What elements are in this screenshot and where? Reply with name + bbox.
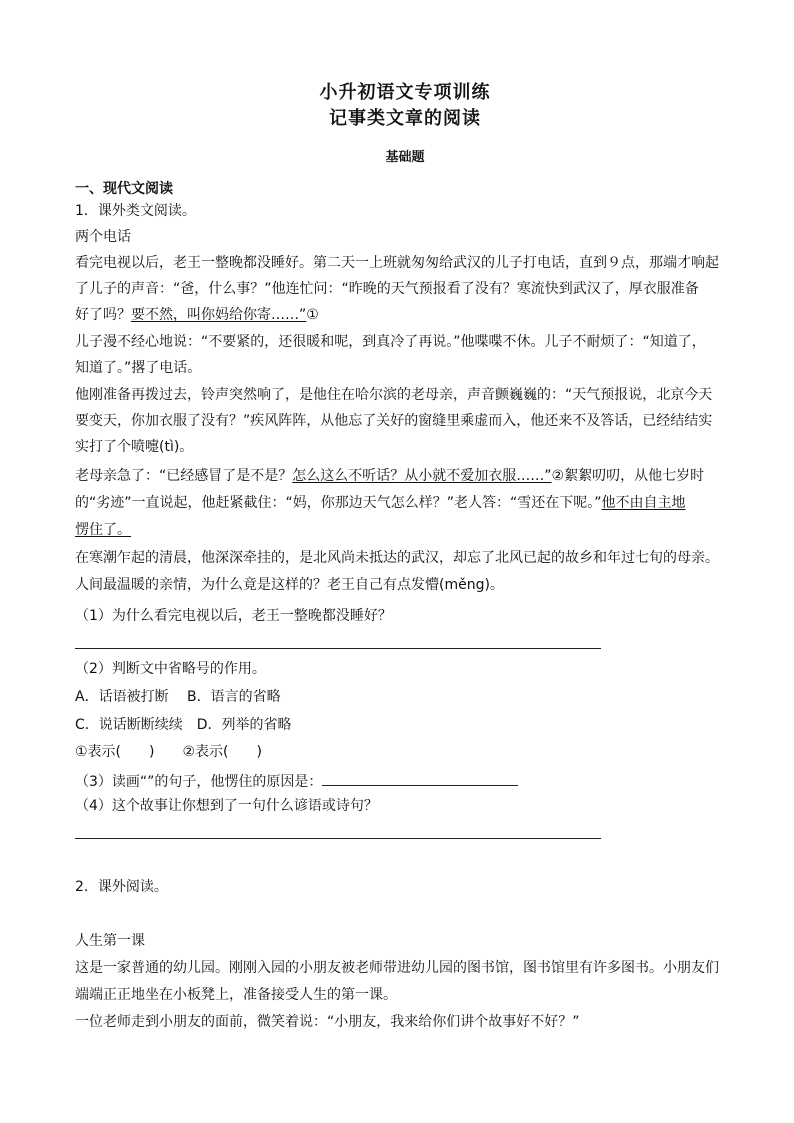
- story-2-title: 人生第一课: [75, 933, 145, 949]
- paragraph-4-line1: 老母亲急了：“已经感冒了是不是？怎么这么不听话？从小就不爱加衣服……”②絮絮叨叨，从他七岁时: [75, 468, 705, 484]
- option-a-b: A．话语被打断 B．语言的省略: [75, 689, 281, 705]
- paragraph-2-line2: 知道了。”撂了电话。: [75, 360, 202, 376]
- story-2-line3: 一位老师走到小朋友的面前，微笑着说：“小朋友，我来给你们讲个故事好不好？”: [75, 1014, 580, 1030]
- paragraph-4-line2: 的“劣迹”一直说起，他赶紧截住：“妈，你那边天气怎么样？”老人答：“雪还在下呢。”他不由自主地: [75, 495, 686, 511]
- question-1-2: （2）判断文中省略号的作用。: [75, 661, 266, 677]
- paragraph-5: 在寒潮乍起的清晨，他深深牵挂的，是北风尚未抵达的武汉，却忘了北风已起的故乡和年过七旬的母亲。: [75, 550, 719, 566]
- answer-blank-3[interactable]: [322, 771, 518, 786]
- question-1-2-answer: ①表示( ) ②表示( ): [75, 744, 262, 760]
- question-1-1: （1）为什么看完电视以后，老王一整晚都没睡好？: [75, 608, 392, 624]
- paragraph-3-line3: 实打了个喷嚏(tì)。: [75, 439, 194, 455]
- answer-line-1[interactable]: [75, 648, 601, 649]
- paragraph-3-line2: 要变天，你加衣服了没有？”疾风阵阵，从他忘了关好的窗缝里乘虚而入，他还来不及答话，已经结结实: [75, 413, 713, 429]
- paragraph-1-line1: 看完电视以后，老王一整晚都没睡好。第二天一上班就匆匆给武汉的儿子打电话，直到９点，那端才响起: [75, 255, 719, 271]
- story-2-line2: 端端正正地坐在小板凳上，准备接受人生的第一课。: [75, 987, 397, 1003]
- underlined-sentence-3: 他不由自主地: [601, 495, 686, 511]
- paragraph-6: 人间最温暖的亲情，为什么竟是这样的？老王自己有点发懵(měng)。: [75, 577, 504, 593]
- question-2-label: 2．课外阅读。: [75, 879, 168, 895]
- underlined-sentence-2: 怎么这么不听话？从小就不爱加衣服……”: [292, 468, 552, 484]
- paragraph-2-line1: 儿子漫不经心地说：“不要紧的，还很暖和呢，到真冷了再说。”他喋喋不休。儿子不耐烦了：“知道了，: [75, 334, 706, 350]
- paragraph-1-line3: 好了吗？要不然，叫你妈给你寄……”①: [75, 307, 319, 323]
- question-1-3: （3）读画“”的句子，他愣住的原因是：: [75, 771, 518, 791]
- document-subtitle: 基础题: [385, 150, 425, 165]
- underlined-sentence-1: 要不然，叫你妈给你寄……”: [131, 307, 307, 323]
- story-2-line1: 这是一家普通的幼儿园。刚刚入园的小朋友被老师带进幼儿园的图书馆，图书馆里有许多图书。小朋友们: [75, 960, 719, 976]
- question-1-label: 1．课外类文阅读。: [75, 203, 196, 219]
- answer-line-4[interactable]: [75, 838, 601, 839]
- document-title-line2: 记事类文章的阅读: [329, 108, 481, 129]
- question-1-4: （4）这个故事让你想到了一句什么谚语或诗句？: [75, 798, 378, 814]
- option-c-d: C．说话断断续续 D．列举的省略: [75, 717, 292, 733]
- document-title-line1: 小升初语文专项训练: [319, 82, 491, 103]
- paragraph-1-line2: 了儿子的声音：“爸，什么事？”他连忙问：“昨晚的天气预报看了没有？寒流快到武汉了，厚衣服准备: [75, 281, 699, 297]
- story-1-title: 两个电话: [75, 229, 131, 245]
- paragraph-3-line1: 他刚准备再拨过去，铃声突然响了，是他住在哈尔滨的老母亲，声音颤巍巍的：“天气预报说，北京今天: [75, 387, 713, 403]
- section-heading: 一、现代文阅读: [75, 181, 173, 197]
- paragraph-4-line3: 愣住了。: [75, 522, 131, 538]
